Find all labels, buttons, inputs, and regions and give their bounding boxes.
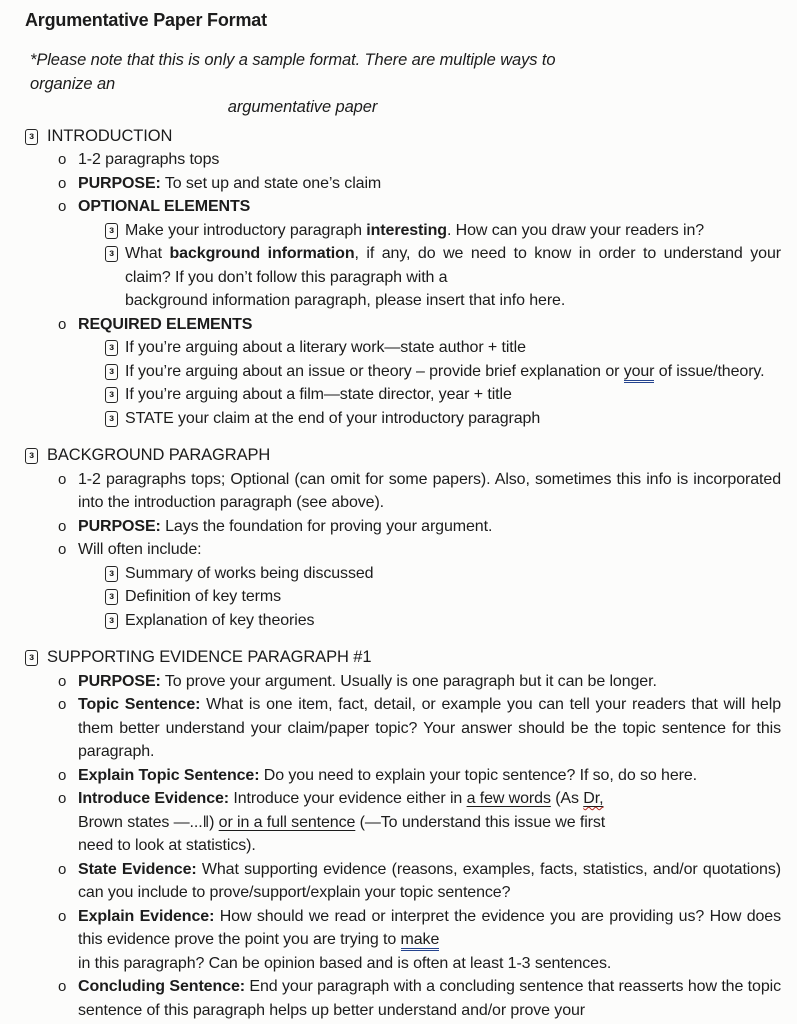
list-item-text: PURPOSE: To set up and state one’s claim	[78, 174, 382, 192]
section-heading: BACKGROUND PARAGRAPH	[47, 446, 271, 464]
list-item-text: Definition of key terms	[125, 588, 281, 605]
list-item	[25, 585, 781, 609]
document-title: Argumentative Paper Format	[25, 10, 267, 30]
list-item	[25, 515, 781, 539]
list-item-text: STATE your claim at the end of your introductory paragraph	[125, 409, 541, 427]
circle-bullet-icon: o	[58, 198, 67, 215]
list-item	[25, 195, 781, 219]
misspelled-word: Dr,	[583, 790, 604, 807]
list-item	[25, 468, 781, 515]
list-item-text: PURPOSE: Lays the foundation for proving your argument.	[78, 517, 493, 535]
list-item	[25, 219, 781, 243]
list-item-text: OPTIONAL ELEMENTS	[78, 198, 251, 215]
circle-bullet-icon: o	[58, 151, 67, 168]
sample-format-note	[30, 49, 575, 120]
list-item	[25, 336, 781, 360]
list-item	[25, 764, 781, 788]
list-item	[25, 538, 781, 562]
list-item	[25, 172, 781, 196]
list-item-text: 1-2 paragraphs tops; Optional (can omit for some papers). Also, sometimes this info is incorporated into the introduction paragraph (see above).	[78, 470, 781, 511]
list-item	[25, 787, 781, 858]
tofu-bullet-icon: ɜ	[105, 613, 118, 629]
section-background-paragraph	[25, 444, 781, 632]
tofu-bullet-icon: ɜ	[105, 411, 118, 427]
tofu-bullet-icon: ɜ	[25, 129, 38, 145]
circle-bullet-icon: o	[58, 696, 67, 713]
section-heading: SUPPORTING EVIDENCE PARAGRAPH #1	[47, 648, 372, 666]
list-item-text: Explanation of key theories	[125, 611, 315, 629]
list-item	[25, 562, 781, 586]
list-item-text: What background information, if any, do we need to know in order to understand your claim? If you don’t follow this paragraph with a background information paragraph, please insert that info here.	[125, 245, 781, 309]
list-item-text: State Evidence: What supporting evidence (reasons, examples, facts, statistics, and/or quotations) can you include to prove/support/explain your topic sentence?	[78, 860, 781, 901]
circle-bullet-icon: o	[58, 860, 67, 878]
list-item-text: Explain Topic Sentence: Do you need to explain your topic sentence? If so, do so here.	[78, 766, 697, 784]
list-item	[25, 383, 781, 407]
tofu-bullet-icon: ɜ	[105, 223, 118, 239]
list-item	[25, 148, 781, 172]
note-line-2: argumentative paper	[227, 98, 378, 116]
list-item	[25, 693, 781, 764]
tofu-bullet-icon: ɜ	[105, 566, 118, 582]
list-item	[25, 975, 781, 1022]
tofu-bullet-icon: ɜ	[105, 340, 118, 356]
list-item	[25, 609, 781, 633]
list-item	[25, 360, 781, 384]
circle-bullet-icon: o	[58, 517, 67, 535]
tofu-bullet-icon: ɜ	[25, 650, 38, 666]
tofu-bullet-icon: ɜ	[25, 448, 38, 464]
circle-bullet-icon: o	[58, 541, 67, 558]
section-heading: INTRODUCTION	[47, 126, 173, 145]
list-item-text: 1-2 paragraphs tops	[78, 151, 220, 168]
list-item-text: Explain Evidence: How should we read or interpret the evidence you are providing us? How does this evidence prove the point you are trying to make in this paragraph? Can be opinion based and is often at least 1-3 sentences.	[78, 907, 781, 972]
list-item-text: Summary of works being discussed	[125, 564, 374, 582]
note-line-1: *Please note that this is only a sample format. There are multiple ways to organize an	[30, 51, 556, 93]
list-item-text: Concluding Sentence: End your paragraph with a concluding sentence that reasserts how the topic sentence of this paragraph helps up better understand and/or prove your	[78, 978, 781, 1019]
circle-bullet-icon: o	[58, 907, 67, 925]
list-item	[25, 905, 781, 976]
list-item	[25, 670, 781, 694]
circle-bullet-icon: o	[58, 766, 67, 784]
list-item-text: If you’re arguing about a literary work—state author + title	[125, 339, 526, 356]
section-heading-row	[25, 646, 781, 670]
section-supporting-evidence-1	[25, 646, 781, 1022]
circle-bullet-icon: o	[58, 790, 67, 807]
tofu-bullet-icon: ɜ	[105, 246, 118, 262]
section-introduction	[25, 125, 781, 431]
list-item	[25, 242, 781, 313]
list-item-text: If you’re arguing about a film—state director, year + title	[125, 386, 512, 403]
circle-bullet-icon: o	[58, 978, 67, 995]
section-heading-row	[25, 125, 781, 149]
circle-bullet-icon: o	[58, 672, 67, 690]
list-item-text: Make your introductory paragraph interesting. How can you draw your readers in?	[125, 221, 705, 239]
tofu-bullet-icon: ɜ	[105, 364, 118, 380]
list-item-text: Will often include:	[78, 541, 202, 558]
circle-bullet-icon: o	[58, 315, 67, 333]
list-item	[25, 407, 781, 431]
list-item-text: Topic Sentence: What is one item, fact, detail, or example you can tell your readers that will help them better understand your claim/paper topic? Your answer should be the topic sentence for this paragraph.	[78, 696, 781, 760]
section-heading-row	[25, 444, 781, 468]
list-item-text: REQUIRED ELEMENTS	[78, 315, 253, 333]
list-item	[25, 858, 781, 905]
list-item-text: PURPOSE: To prove your argument. Usually is one paragraph but it can be longer.	[78, 672, 657, 690]
list-item	[25, 313, 781, 337]
list-item-text: Introduce Evidence: Introduce your evidence either in a few words (As Dr, Brown states —...‖) or in a full sentence (—To understand this issue we first need to look at statistics).	[78, 790, 606, 854]
list-item-text: If you’re arguing about an issue or theory – provide brief explanation or your of issue/theory.	[125, 363, 764, 383]
tofu-bullet-icon: ɜ	[105, 589, 118, 605]
circle-bullet-icon: o	[58, 174, 67, 192]
circle-bullet-icon: o	[58, 470, 67, 488]
tofu-bullet-icon: ɜ	[105, 387, 118, 403]
